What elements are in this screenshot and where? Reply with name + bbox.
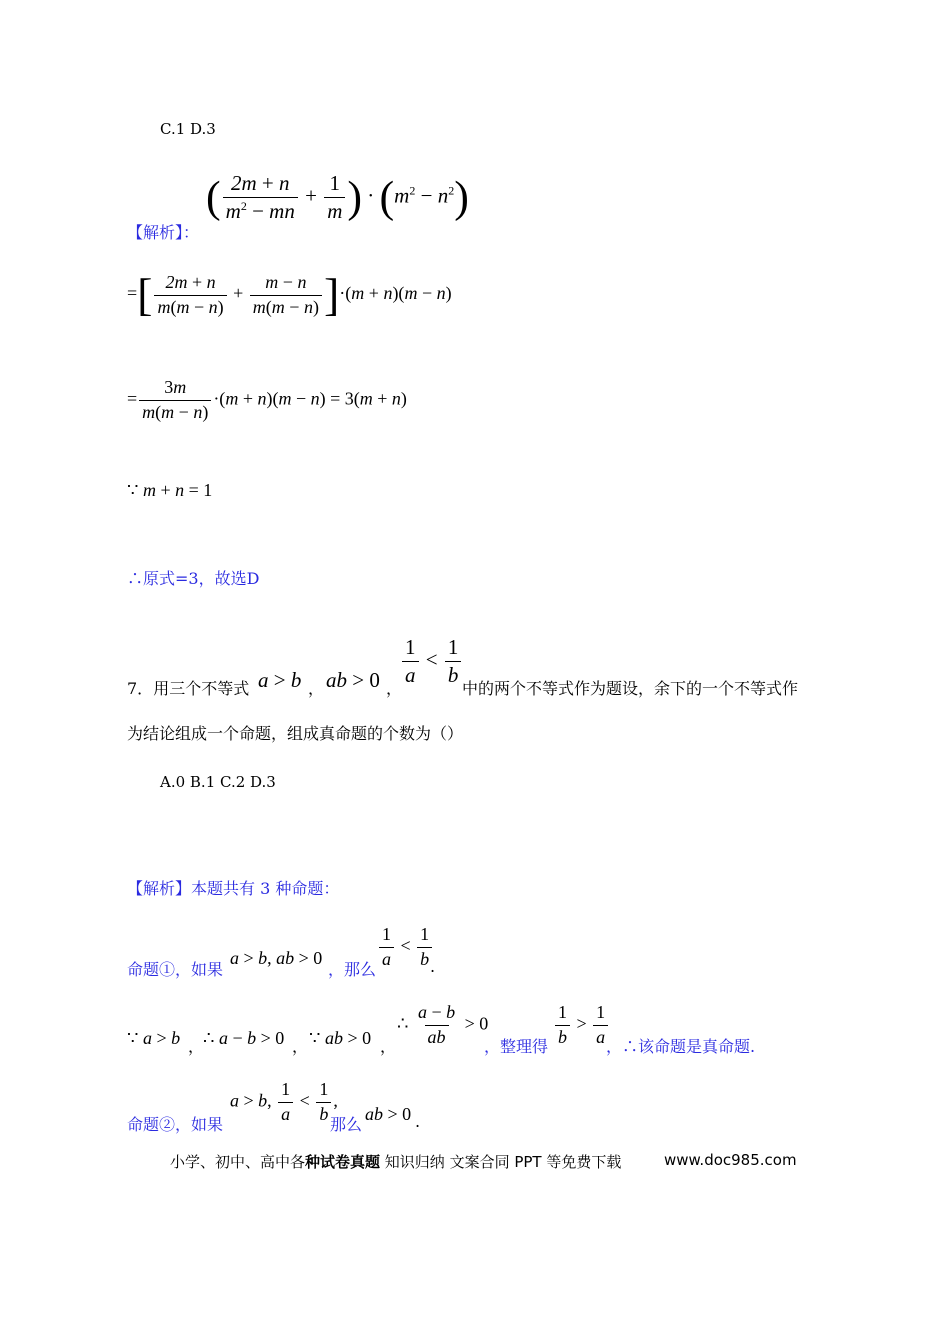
separator-comma: ，: [308, 679, 325, 698]
options-line-c-d: C.1 D.3: [160, 120, 216, 138]
expression-original: ( $\frac{2m + n}{m^2 - mn}$ + $\frac{1}{m}$ ) · $(m^2 - n^2)$: [206, 171, 469, 224]
inequality-a-gt-b: a > b: [258, 668, 302, 692]
proposition-1-condition: a > b, ab > 0: [230, 948, 323, 968]
footer-banner: 小学、初中、高中各种试卷真题 知识归纳 文案合同 PPT 等免费下载: [170, 1153, 622, 1171]
proof-a-minus-b: ∴ a − b > 0: [203, 1028, 285, 1048]
proof-comma: ，: [380, 1037, 397, 1056]
proof-ab-gt-0: ∵ ab > 0: [309, 1028, 372, 1048]
question-text-pre: 用三个不等式: [153, 679, 250, 698]
footer-site-link[interactable]: www.doc985.com: [664, 1151, 797, 1169]
proof-because-a-gt-b: ∵ a > b: [127, 1028, 181, 1048]
inequality-reciprocal: $\frac{1}{a}$ < $\frac{1}{b}$: [400, 636, 463, 687]
given-condition: ∵ m + n = 1: [127, 480, 213, 500]
proof-fraction: ∴ $\frac{a - b}{ab}$ > 0: [397, 1002, 489, 1047]
analysis-2: [127, 876, 339, 899]
proposition-1-end: .: [430, 957, 436, 976]
proposition-1-then: ，那么: [328, 960, 377, 979]
analysis-2-text: 本题共有 3 种命题：: [191, 879, 340, 898]
proof-result: $\frac{1}{b}$ > $\frac{1}{a}$: [553, 1003, 610, 1048]
proposition-2-condition: a > b, $\frac{1}{a}$ < $\frac{1}{b}$ ,: [230, 1079, 338, 1124]
proof-comma: ，: [292, 1037, 309, 1056]
expression-step-1: =[ $\frac{2m + n}{m(m - n)}$ + $\frac{m - n}{m(m - n)}$ ]·(m + n)(m − n): [127, 269, 452, 320]
proposition-2-then: 那么: [330, 1115, 363, 1134]
question-7-line-2: 为结论组成一个命题，组成真命题的个数为（）: [127, 724, 464, 743]
inequality-ab-gt-0: ab > 0: [326, 668, 380, 692]
proposition-2-label: 命题②，如果: [127, 1115, 224, 1134]
proposition-2-end: .: [415, 1112, 421, 1131]
question-text-post: 中的两个不等式作为题设，余下的一个不等式作: [462, 679, 799, 698]
question-7-line-1: [127, 676, 249, 699]
proof-conclusion: ，∴该命题是真命题.: [606, 1037, 756, 1056]
proposition-1-conclusion: $\frac{1}{a}$ < $\frac{1}{b}$: [377, 925, 434, 970]
analysis-label: 【解析】：: [127, 223, 200, 242]
question-number: 7．: [127, 679, 154, 698]
conclusion-line: ∴原式=3，故选D: [127, 569, 260, 588]
analysis-2-label: 【解析】: [127, 879, 192, 898]
proof-organize: ，整理得: [484, 1037, 549, 1056]
proposition-2-conclusion: ab > 0: [365, 1104, 412, 1124]
proof-comma: ，: [188, 1037, 205, 1056]
expression-step-2: = $\frac{3m}{m(m - n)}$ ·(m + n)(m − n) = 3(m + n): [127, 377, 407, 422]
separator-comma: ，: [386, 679, 403, 698]
question-7-options: A.0 B.1 C.2 D.3: [160, 773, 276, 791]
proposition-1-label: 命题①，如果: [127, 960, 224, 979]
